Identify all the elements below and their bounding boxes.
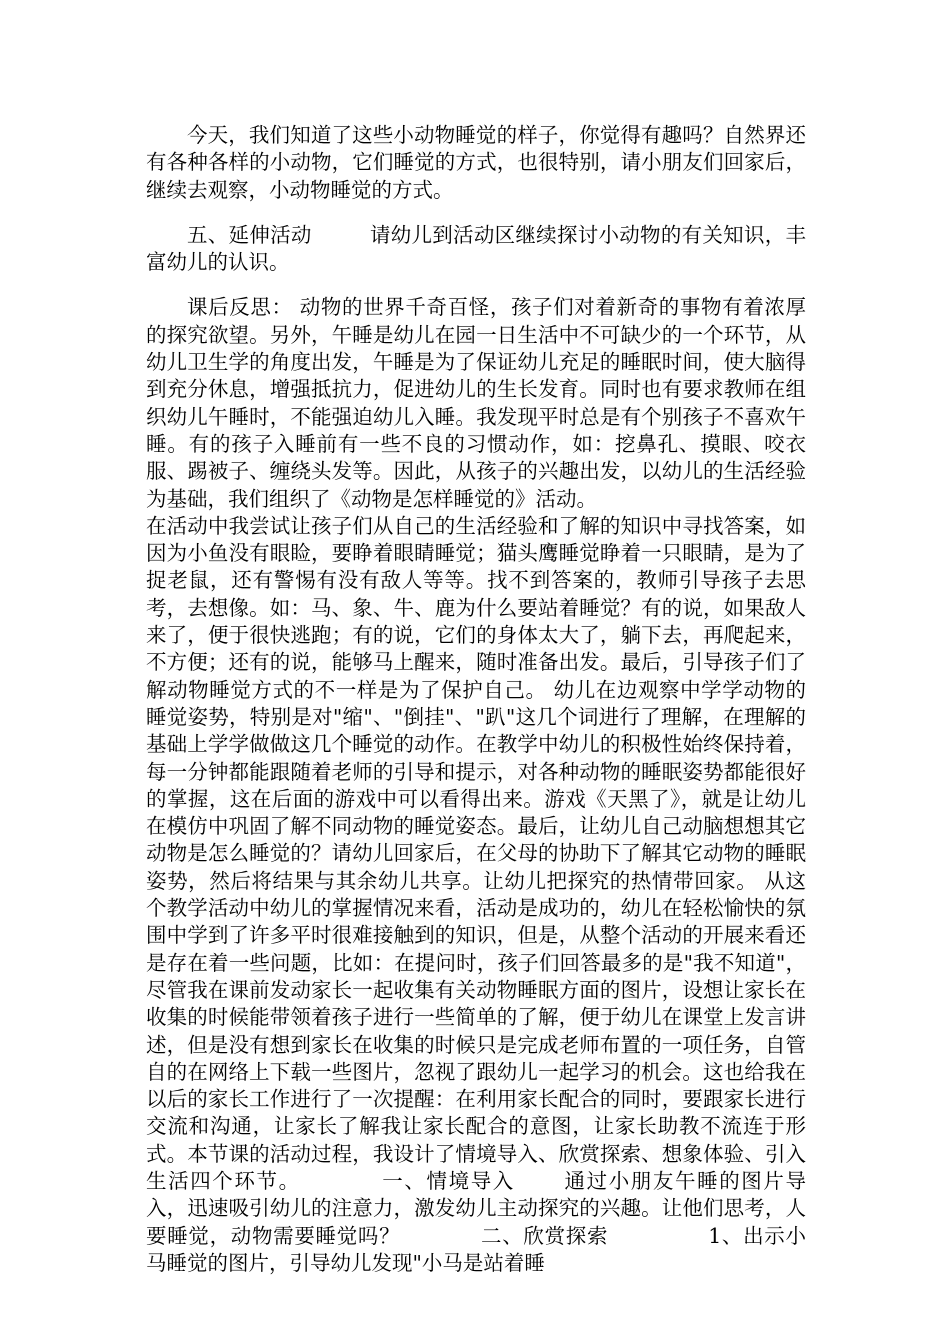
- appreciation-text: 1、出示小马睡觉的图片，引导幼儿发现"小马是站着睡: [146, 1223, 807, 1275]
- paragraph-extension-activity: [146, 222, 806, 277]
- reflection-text: 课后反思： 动物的世界千奇百怪，孩子们对着新奇的事物有着浓厚的探究欲望。另外，午睡是幼儿在园一日生活中不可缺少的一个环节，从幼儿卫生学的角度出发，午睡是为了保证幼儿充足的睡眠时间，使大脑得到充分休息，增强抵抗力，促进幼儿的生长发育。同时也有要求教师在组织幼儿午睡时，不能强迫幼儿入睡。我发现平时总是有个别孩子不喜欢午睡。有的孩子入睡前有一些不良的习惯动作，如：挖鼻孔、摸眼、咬衣服、踢被子、缠绕头发等。因此，从孩子的兴趣出发，以幼儿的生活经验为基础，我们组织了《动物是怎样睡觉的》活动。: [146, 295, 806, 511]
- section-heading-appreciation: 二、欣赏探索: [480, 1223, 609, 1248]
- situation-intro-text: 通过小朋友午睡的图片导入，迅速吸引幼儿的注意力，激发幼儿主动探究的兴趣。让他们思考，人要睡觉，动物需要睡觉吗？: [146, 1168, 807, 1248]
- section-heading-situation-intro: 一、情境导入: [380, 1168, 515, 1193]
- paragraph-closing-remark-text: 今天，我们知道了这些小动物睡觉的样子，你觉得有趣吗？自然界还有各种各样的小动物，它们睡觉的方式，也很特别，请小朋友们回家后，继续去观察，小动物睡觉的方式。: [146, 123, 806, 202]
- section-heading-extension: 五、延伸活动: [187, 222, 312, 247]
- document-page: [146, 122, 806, 1277]
- extension-activity-text: 请幼儿到活动区继续探讨小动物的有关知识，丰富幼儿的认识。: [146, 222, 807, 275]
- paragraph-closing-remark: [146, 122, 806, 204]
- paragraph-reflection-continued: [146, 513, 806, 1277]
- paragraph-reflection: [146, 294, 806, 512]
- reflection-continued-text: 在活动中我尝试让孩子们从自己的生活经验和了解的知识中寻找答案，如因为小鱼没有眼睑，要睁着眼睛睡觉；猫头鹰睡觉睁着一只眼睛，是为了捉老鼠，还有警惕有没有敌人等等。找不到答案的，教师引导孩子去思考，去想像。如：马、象、牛、鹿为什么要站着睡觉？有的说，如果敌人来了，便于很快逃跑；有的说，它们的身体太大了，躺下去，再爬起来，不方便；还有的说，能够马上醒来，随时准备出发。最后，引导孩子们了解动物睡觉方式的不一样是为了保护自己。 幼儿在边观察中学学动物的睡觉姿势，特别是对"缩"、"倒挂"、"趴"这几个词进行了理解，在理解的基础上学学做做这几个睡觉的动作。在教学中幼儿的积极性始终保持着，每一分钟都能跟随着老师的引导和提示，对各种动物的睡眠姿势都能很好的掌握，这在后面的游戏中可以看得出来。游戏《天黑了》，就是让幼儿在模仿中巩固了解不同动物的睡觉姿态。最后，让幼儿自己动脑想想其它动物是怎么睡觉的？请幼儿回家后，在父母的协助下了解其它动物的睡眠姿势，然后将结果与其余幼儿共享。让幼儿把探究的热情带回家。 从这个教学活动中幼儿的掌握情况来看，活动是成功的，幼儿在轻松愉快的氛围中学到了许多平时很难接触到的知识，但是，从整个活动的开展来看还是存在着一些问题，比如：在提问时，孩子们回答最多的是"我不知道"，尽管我在课前发动家长一起收集有关动物睡眠方面的图片，设想让家长在收集的时候能带领着孩子进行一些简单的了解，便于幼儿在课堂上发言讲述，但是没有想到家长在收集的时候只是完成老师布置的一项任务，自管自的在网络上下载一些图片，忽视了跟幼儿一起学习的机会。这也给我在以后的家长工作进行了一次提醒：在利用家长配合的同时，要跟家长进行交流和沟通，让家长了解我让家长配合的意图，让家长助教不流连于形式。本节课的活动过程，我设计了情境导入、欣赏探索、想象体验、引入生活四个环节。: [146, 513, 806, 1193]
